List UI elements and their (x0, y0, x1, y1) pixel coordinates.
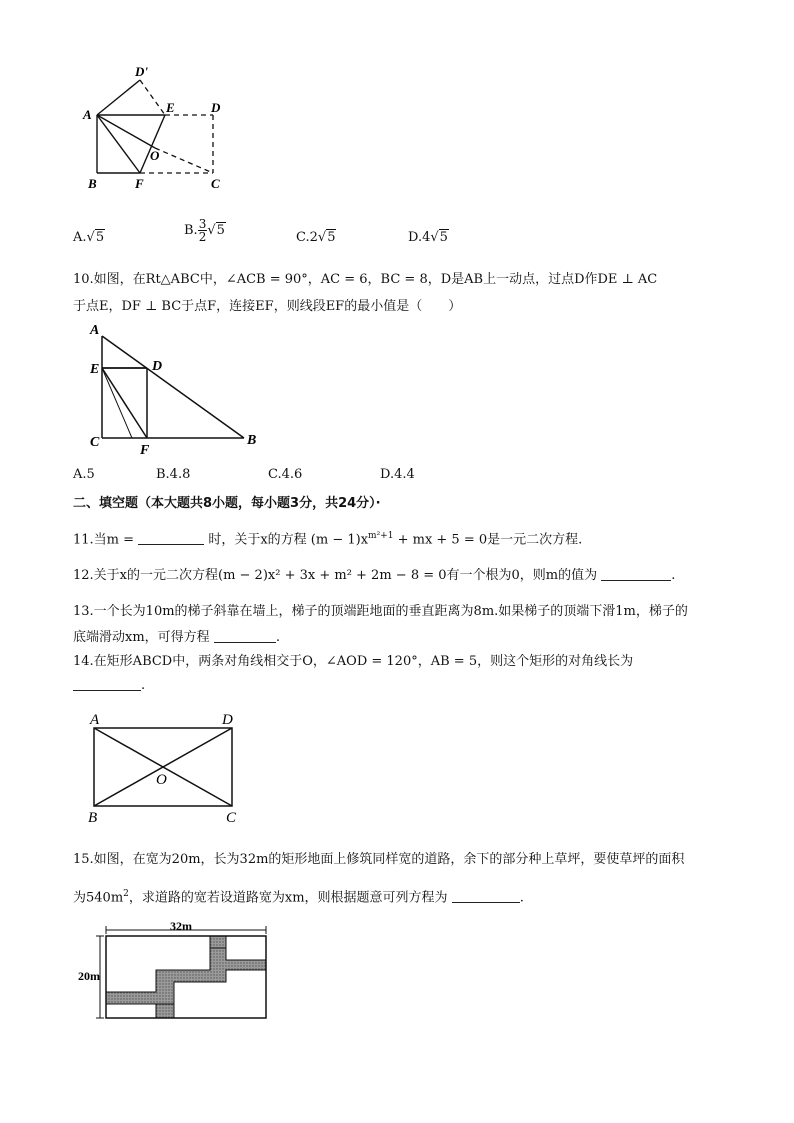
label-Dprime: D' (135, 64, 148, 79)
q14-figure (78, 708, 258, 828)
q15-line1: 15.如图，在宽为20m，长为32m的矩形地面上修筑同样宽的道路，余下的部分种上草坪，要使草坪的面积 (73, 852, 685, 867)
label-A: A (90, 323, 100, 338)
q15-figure (78, 920, 278, 1028)
label-C: C (226, 810, 237, 826)
q14-line2: . (73, 676, 145, 696)
label-B: B (88, 810, 98, 826)
q11-answer-blank[interactable] (138, 530, 204, 545)
label-F: F (135, 176, 144, 191)
q11: 11.当m = 时，关于x的方程 $(m - 1)x^{m^2+1}$ + mx + 5 = 0是一元二次方程. (73, 531, 583, 548)
q9-option-d: D.4√5 (408, 230, 448, 245)
q12: 12.关于x的一元二次方程(m − 2)x² + 3x + m² + 2m − 8 = 0有一个根为0，则m的值为 . (73, 568, 676, 583)
label-F: F (140, 443, 150, 458)
q10-option-a: A.5 (73, 467, 95, 482)
label-D: D (222, 712, 233, 728)
section-2-title: 二、填空题（本大题共8小题，每小题3分，共24分）· (73, 496, 381, 511)
q13-line1: 13.一个长为10m的梯子斜靠在墙上，梯子的顶端距地面的垂直距离为8m.如果梯子的顶端下滑1m，梯子的 (73, 604, 688, 619)
label-E: E (166, 100, 175, 115)
dim-height-label: 20m (78, 969, 100, 983)
label-D: D (152, 359, 163, 374)
label-B: B (247, 433, 257, 448)
label-A: A (90, 712, 100, 728)
q10-option-d: D.4.4 (380, 467, 415, 482)
q9-option-a: A.√5 (73, 230, 105, 245)
q10-line2: 于点E，DF ⊥ BC于点F，连接EF，则线段EF的最小值是（ ） (73, 299, 462, 314)
q14-line1: 14.在矩形ABCD中，两条对角线相交于O，∠AOD = 120°，AB = 5，则这个矩形的对角线长为 (73, 654, 634, 669)
q13-answer-blank[interactable] (214, 628, 276, 643)
q12-answer-blank[interactable] (601, 566, 671, 581)
label-D: D (211, 100, 221, 115)
q13-line2: 底端滑动xm，可得方程 . (73, 630, 280, 645)
label-C: C (211, 176, 220, 191)
label-O: O (150, 148, 160, 163)
label-E: E (90, 362, 100, 377)
q15-line2: 为$540m^2$，求道路的宽若设道路宽为xm，则根据题意可列方程为 . (73, 889, 524, 906)
label-A: A (83, 107, 92, 122)
label-B: B (88, 176, 97, 191)
label-O: O (156, 772, 167, 788)
q9-option-b: B. $\frac{3}{2}$ √5 (184, 217, 225, 244)
q9-figure (80, 60, 230, 195)
q10-option-c: C.4.6 (268, 467, 303, 482)
q10-figure (80, 318, 270, 458)
q15-answer-blank[interactable] (452, 888, 520, 903)
dim-width-label: 32m (170, 920, 192, 933)
q14-answer-blank[interactable] (73, 676, 141, 691)
label-C: C (90, 435, 100, 450)
q10-line1: 10.如图，在Rt△ABC中，∠ACB = 90°，AC = 6，BC = 8，D是AB上一动点，过点D作DE ⊥ AC (73, 272, 658, 287)
q9-option-c: C.2√5 (296, 230, 336, 245)
q10-option-b: B.4.8 (156, 467, 191, 482)
